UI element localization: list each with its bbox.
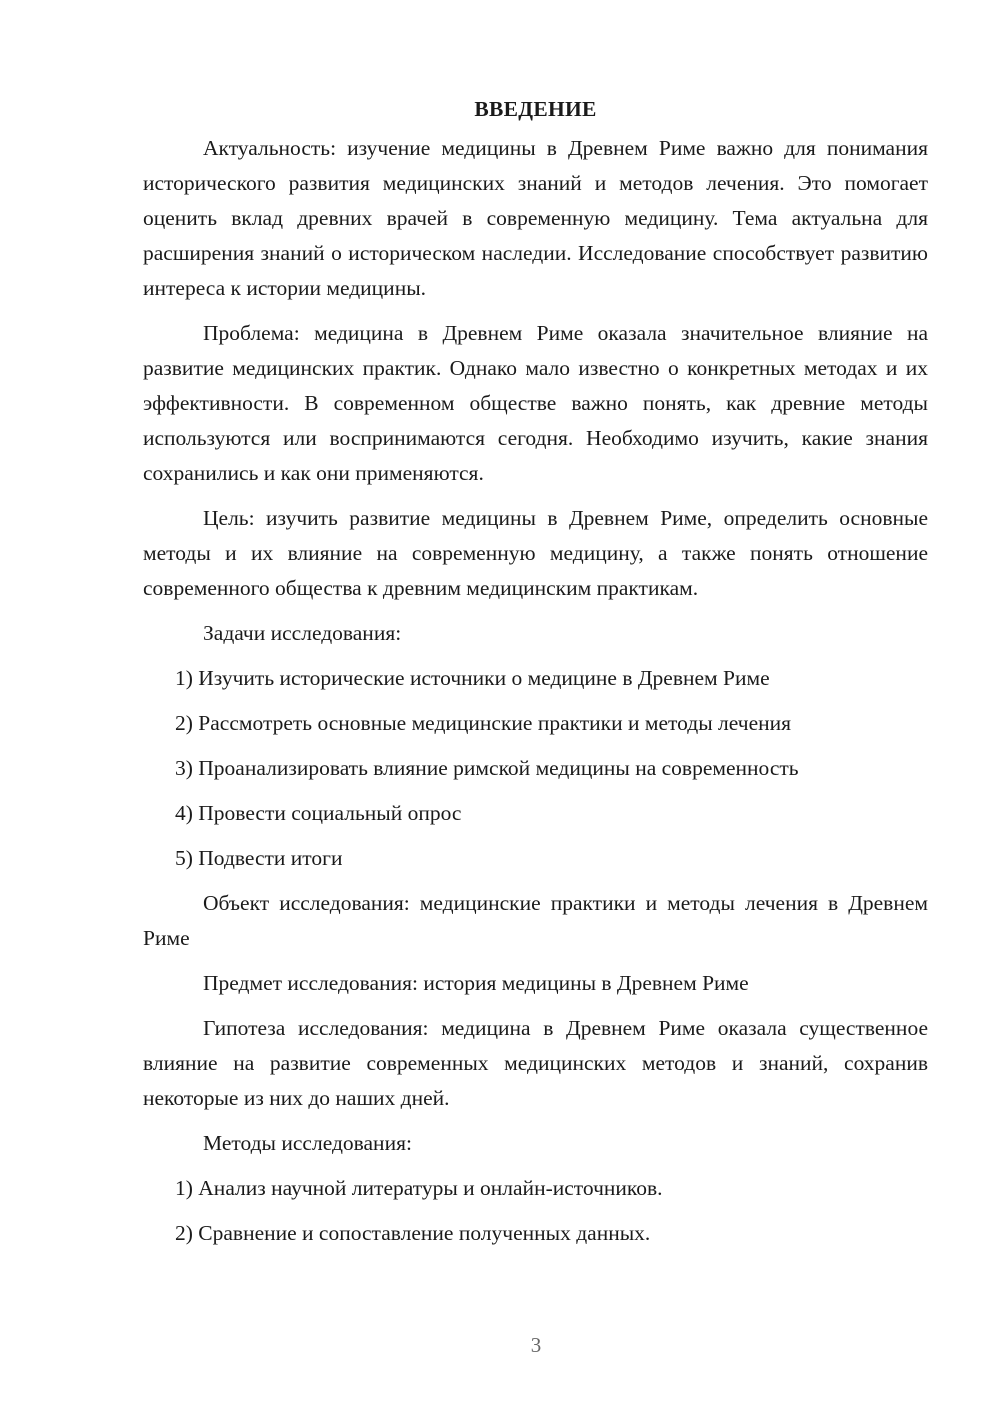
- task-item: 1) Изучить исторические источники о медицине в Древнем Риме: [175, 666, 770, 690]
- relevance-paragraph: Актуальность: изучение медицины в Древнем Риме важно для понимания исторического развития медицинских знаний и методов лечения. Это помогает оценить вклад древних врачей в современную медицину. Тема актуальна для расширения знаний о историческом наследии. Исследование способствует развитию интереса к истории медицины.: [143, 136, 928, 300]
- problem-paragraph: Проблема: медицина в Древнем Риме оказала значительное влияние на развитие медицинских практик. Однако мало известно о конкретных методах и их эффективности. В современном обществе важно понять, как древние методы используются или воспринимаются сегодня. Необходимо изучить, какие знания сохранились и как они применяются.: [143, 321, 928, 485]
- task-item: 5) Подвести итоги: [175, 846, 343, 870]
- task-item: 2) Рассмотреть основные медицинские практики и методы лечения: [175, 711, 792, 735]
- task-item: 4) Провести социальный опрос: [175, 801, 462, 825]
- tasks-label: Задачи исследования:: [203, 621, 402, 645]
- hypothesis-paragraph: Гипотеза исследования: медицина в Древнем Риме оказала существенное влияние на развитие современных медицинских методов и знаний, сохранив некоторые из них до наших дней.: [143, 1016, 928, 1110]
- methods-label: Методы исследования:: [203, 1131, 412, 1155]
- method-item: 1) Анализ научной литературы и онлайн-источников.: [175, 1176, 663, 1200]
- page-title: ВВЕДЕНИЕ: [474, 97, 597, 121]
- object-paragraph: Объект исследования: медицинские практики и методы лечения в Древнем Риме: [143, 891, 928, 950]
- subject-paragraph: Предмет исследования: история медицины в Древнем Риме: [203, 971, 749, 995]
- page-content: [143, 92, 928, 1261]
- method-item: 2) Сравнение и сопоставление полученных данных.: [175, 1221, 651, 1245]
- goal-paragraph: Цель: изучить развитие медицины в Древнем Риме, определить основные методы и их влияние на современную медицину, а также понять отношение современного общества к древним медицинским практикам.: [143, 506, 928, 600]
- task-item: 3) Проанализировать влияние римской медицины на современность: [175, 756, 799, 780]
- page-number: 3: [530, 1333, 542, 1357]
